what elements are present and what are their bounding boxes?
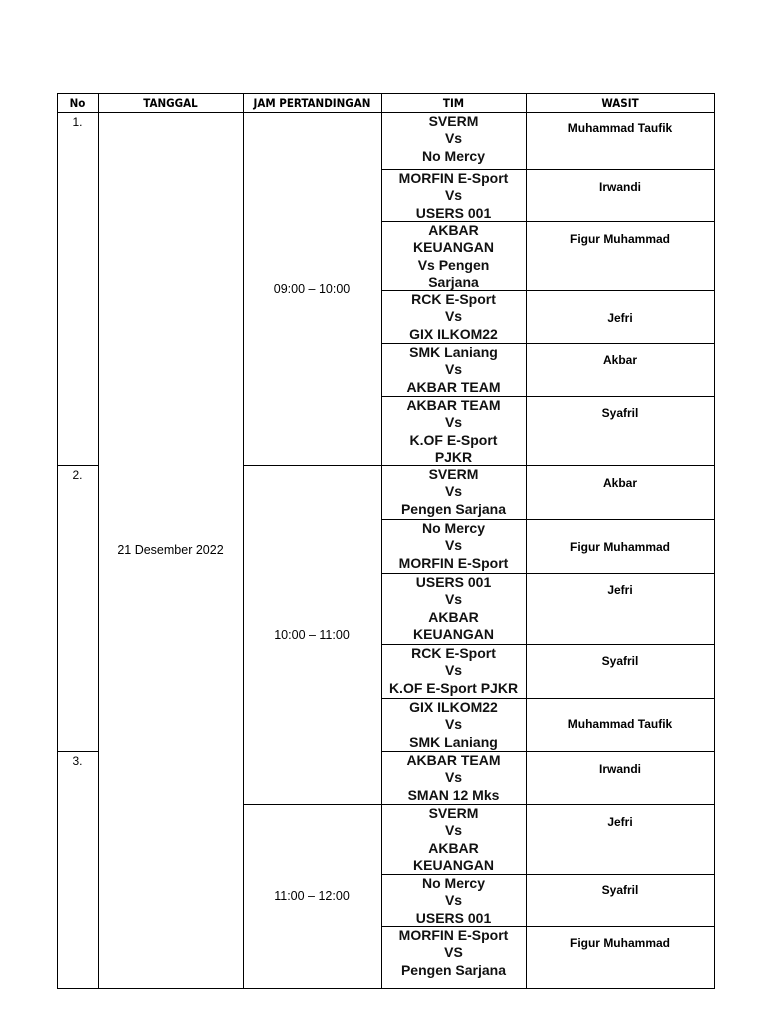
referee-cell <box>526 644 715 699</box>
header-jam <box>243 93 382 113</box>
match-group-number <box>57 112 99 466</box>
match-team-line: Vs <box>444 130 463 146</box>
match-group-number <box>57 751 99 989</box>
match-teams-cell <box>381 804 527 875</box>
match-team-line: AKBAR <box>428 839 479 856</box>
match-team-line: GIX ILKOM22 <box>409 325 498 342</box>
referee-name: Syafril <box>601 405 639 420</box>
match-team-line: No Mercy <box>421 519 486 536</box>
date-label: 21 Desember 2022 <box>117 543 224 557</box>
referee-name: Syafril <box>601 653 639 668</box>
group-number-label: 1. <box>72 114 83 129</box>
referee-cell <box>526 926 715 989</box>
match-team-line: AKBAR TEAM <box>406 396 501 413</box>
referee-name: Muhammad Taufik <box>567 716 673 731</box>
group-number-label: 3. <box>72 753 83 768</box>
match-team-line: AKBAR TEAM <box>406 751 501 768</box>
time-slot-label: 09:00 – 10:00 <box>273 281 351 296</box>
match-team-line: Vs <box>444 591 463 607</box>
match-team-line: USERS 001 <box>415 909 492 926</box>
match-team-line: AKBAR <box>428 221 479 238</box>
match-teams-cell <box>381 396 527 466</box>
match-team-line: Pengen Sarjana <box>400 961 507 978</box>
referee-cell <box>526 290 715 344</box>
match-team-line: K.OF E-Sport PJKR <box>388 679 519 696</box>
match-team-line: Vs <box>444 822 463 838</box>
match-team-line: USERS 001 <box>415 573 492 590</box>
referee-name: Syafril <box>601 882 639 897</box>
match-team-line: Vs <box>444 361 463 377</box>
match-teams-cell <box>381 644 527 699</box>
match-teams-cell <box>381 343 527 397</box>
match-team-line: Vs <box>444 308 463 324</box>
header-no <box>57 93 99 113</box>
referee-name: Irwandi <box>598 179 641 194</box>
header-wasit <box>526 93 715 113</box>
group-number-label: 2. <box>72 467 83 482</box>
time-slot-cell <box>243 465 382 805</box>
match-team-line: Vs <box>444 892 463 908</box>
header-label-no: No <box>69 95 86 110</box>
match-team-line: K.OF E-Sport <box>409 431 498 448</box>
match-team-line: Vs <box>444 716 463 732</box>
referee-cell <box>526 343 715 397</box>
referee-name: Jefri <box>607 814 633 829</box>
match-team-line: SMAN 12 Mks <box>407 786 500 803</box>
referee-cell <box>526 804 715 875</box>
match-team-line: RCK E-Sport <box>411 290 496 307</box>
match-team-line: Vs <box>444 769 463 785</box>
referee-name: Akbar <box>602 475 637 490</box>
match-teams-cell <box>381 926 527 989</box>
referee-cell <box>526 112 715 170</box>
match-team-line: AKBAR TEAM <box>406 378 501 395</box>
match-team-line: Pengen Sarjana <box>400 500 507 517</box>
referee-cell <box>526 396 715 466</box>
referee-name: Akbar <box>602 352 637 367</box>
match-team-line: No Mercy <box>421 874 486 891</box>
match-team-line: SVERM <box>428 112 479 129</box>
header-label-tim: TIM <box>442 95 465 110</box>
referee-cell <box>526 221 715 291</box>
referee-cell <box>526 874 715 927</box>
match-group-number <box>57 465 99 752</box>
match-team-line: SMK Laniang <box>409 343 498 360</box>
match-teams-cell <box>381 290 527 344</box>
match-teams-cell <box>381 221 527 291</box>
match-teams-cell <box>381 519 527 574</box>
match-teams-cell <box>381 874 527 927</box>
match-team-line: SMK Laniang <box>409 733 498 750</box>
match-team-line: MORFIN E-Sport <box>398 169 509 186</box>
referee-name: Figur Muhammad <box>569 539 670 554</box>
match-team-line: Vs <box>444 537 463 553</box>
match-team-line: SVERM <box>428 465 479 482</box>
match-team-line: KEUANGAN <box>413 239 494 255</box>
match-team-line: Vs Pengen <box>417 256 490 273</box>
referee-cell <box>526 465 715 520</box>
header-label-wasit: WASIT <box>601 95 639 110</box>
referee-cell <box>526 751 715 805</box>
match-team-line: MORFIN E-Sport <box>398 926 509 943</box>
match-team-line: VS <box>444 944 463 960</box>
match-team-line: RCK E-Sport <box>411 644 496 661</box>
match-team-line: MORFIN E-Sport <box>398 554 509 571</box>
match-teams-cell <box>381 751 527 805</box>
match-teams-cell <box>381 112 527 170</box>
header-tim <box>381 93 527 113</box>
header-label-tanggal: TANGGAL <box>143 95 198 110</box>
header-label-jam: JAM PERTANDINGAN <box>253 95 371 110</box>
date-cell <box>98 112 244 989</box>
time-slot-cell <box>243 804 382 989</box>
referee-cell <box>526 698 715 752</box>
match-team-line: USERS 001 <box>415 204 492 221</box>
referee-name: Muhammad Taufik <box>567 120 673 135</box>
referee-name: Figur Muhammad <box>569 231 670 246</box>
time-slot-cell <box>243 112 382 466</box>
referee-cell <box>526 519 715 574</box>
match-teams-cell <box>381 698 527 752</box>
referee-name: Jefri <box>607 310 633 325</box>
match-team-line: Vs <box>444 662 463 678</box>
match-team-line: No Mercy <box>421 147 486 164</box>
match-team-line: Sarjana <box>428 274 479 290</box>
match-teams-cell <box>381 465 527 520</box>
header-tanggal <box>98 93 244 113</box>
match-team-line: KEUANGAN <box>413 626 494 642</box>
match-team-line: SVERM <box>428 804 479 821</box>
match-team-line: Vs <box>444 414 463 430</box>
match-teams-cell <box>381 573 527 645</box>
time-slot-label: 10:00 – 11:00 <box>274 627 350 642</box>
referee-name: Figur Muhammad <box>569 935 670 950</box>
referee-cell <box>526 573 715 645</box>
match-team-line: PJKR <box>434 449 473 465</box>
match-team-line: GIX ILKOM22 <box>409 698 498 715</box>
referee-cell <box>526 169 715 222</box>
match-team-line: Vs <box>444 187 463 203</box>
referee-name: Irwandi <box>598 761 641 776</box>
referee-name: Jefri <box>607 582 633 597</box>
match-team-line: Vs <box>444 483 463 499</box>
time-slot-label: 11:00 – 12:00 <box>274 889 350 903</box>
match-teams-cell <box>381 169 527 222</box>
match-team-line: KEUANGAN <box>413 857 494 873</box>
match-team-line: AKBAR <box>428 608 479 625</box>
